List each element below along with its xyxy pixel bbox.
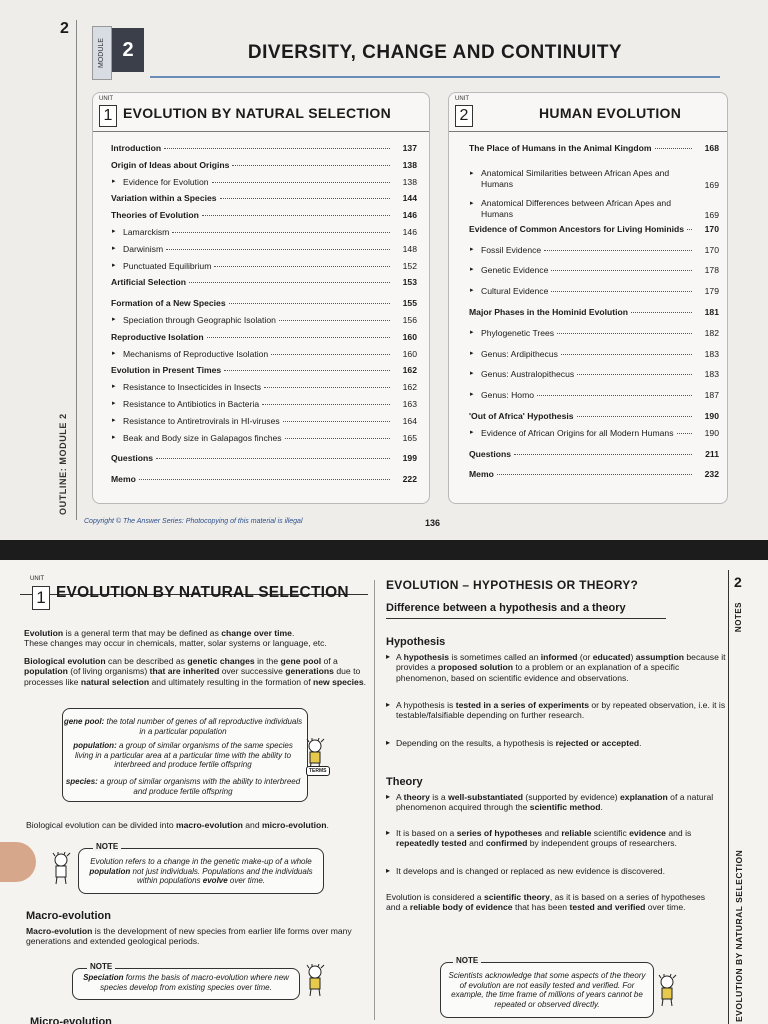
unit-2-header	[449, 93, 727, 132]
page-number-footer: 136	[425, 518, 441, 528]
copyright-notice: Copyright © The Answer Series: Photocopying of this material is illegal	[84, 518, 303, 525]
definition-gene-pool: gene pool: the total number of genes of all reproductive individuals in a particular population	[63, 717, 303, 736]
unit-1-contents	[92, 92, 430, 504]
toc-entry[interactable]: ▸ Cultural Evidence 179	[469, 286, 719, 303]
toc-entry[interactable]: Questions 199	[111, 453, 417, 464]
toc-entry[interactable]: ▸ Resistance to Antibiotics in Bacteria 163	[111, 399, 417, 416]
note-label: NOTE	[453, 956, 481, 965]
hypothesis-heading: Hypothesis	[386, 636, 446, 648]
mascot-note-icon	[48, 852, 74, 886]
macro-evolution-text: Macro-evolution is the development of new species from earlier life forms over many generations and extended geological periods.	[26, 926, 352, 947]
toc-entry[interactable]: ▸ Resistance to Antiretrovirals in HI-viruses 164	[111, 416, 417, 433]
hypothesis-bullet: ▸ A hypothesis is sometimes called an informed (or educated) assumption because it provides a proposed solution to a problem or an explanation of a specific phenomenon, based on scientific evidence and observations.	[386, 652, 730, 683]
unit-number: 1	[99, 105, 117, 127]
definition-population: population: a group of similar organisms of the same species living in a particular area at a particular time with the ability to interbreed and produce fertile offspring	[73, 741, 293, 770]
theory-bullet: ▸ It develops and is changed or replaced as new evidence is discovered.	[386, 866, 730, 876]
macro-evolution-heading: Macro-evolution	[26, 910, 111, 922]
mascot-note-icon	[654, 974, 680, 1008]
toc-entry[interactable]: Introduction 137	[111, 143, 417, 153]
toc-entry[interactable]: Evidence of Common Ancestors for Living Hominids 170	[469, 223, 719, 234]
side-notes-label: NOTES	[734, 602, 743, 633]
bio-evolution-paragraph: Biological evolution can be described as genetic changes in the gene pool of a population (of living organisms) that are inherited over successive generations due to processes like natural selection and ultimately resulting in the formation of new species.	[24, 656, 367, 687]
toc-entry[interactable]: Memo 222	[111, 474, 417, 485]
toc-entry[interactable]: Artificial Selection 153	[111, 277, 417, 288]
unit-number: 2	[455, 105, 473, 127]
toc-entry[interactable]: Major Phases in the Hominid Evolution 181	[469, 306, 719, 317]
unit-label: UNIT	[30, 576, 44, 582]
toc-list	[111, 143, 417, 491]
module-title: DIVERSITY, CHANGE AND CONTINUITY	[150, 36, 720, 78]
note-text: Scientists acknowledge that some aspects of the theory of evolution are not easily tested and verified. For example, the time frame of millions of years cannot be repeated or observed directly.	[448, 971, 646, 1009]
macro-micro-intro: Biological evolution can be divided into macro-evolution and micro-evolution.	[26, 820, 329, 830]
toc-entry[interactable]: ▸ Resistance to Insecticides in Insects 162	[111, 382, 417, 399]
toc-entry[interactable]: ▸ Beak and Body size in Galapagos finches 165	[111, 433, 417, 450]
terms-box	[62, 708, 308, 802]
toc-entry[interactable]: ▸ Speciation through Geographic Isolation 156	[111, 315, 417, 332]
toc-entry[interactable]: ▸ Mechanisms of Reproductive Isolation 160	[111, 349, 417, 366]
note-text: Evolution refers to a change in the genetic make-up of a whole population not just individuals. Populations and the individuals within populations evolve over time.	[89, 857, 313, 886]
column-divider	[374, 580, 375, 1020]
module-label: MODULE	[92, 26, 112, 80]
toc-entry[interactable]: Evolution in Present Times 162	[111, 365, 417, 376]
toc-entry[interactable]: The Place of Humans in the Animal Kingdom 168	[469, 143, 719, 153]
toc-entry[interactable]: ▸ Evidence of African Origins for all Modern Humans 190	[469, 428, 719, 445]
unit-title: EVOLUTION BY NATURAL SELECTION	[123, 105, 392, 121]
lesson-unit-header	[20, 560, 368, 607]
toc-entry[interactable]: ▸ Evidence for Evolution 138	[111, 177, 417, 194]
micro-evolution-heading: Micro-evolution	[30, 1016, 112, 1024]
toc-entry[interactable]: Theories of Evolution 146	[111, 210, 417, 221]
unit-label: UNIT	[99, 96, 113, 102]
evolution-theory-paragraph: Evolution is considered a scientific theory, as it is based on a series of hypotheses and a reliable body of evidence that has been tested and verified over time.	[386, 892, 706, 913]
side-unit-label: EVOLUTION BY NATURAL SELECTION	[734, 849, 744, 1022]
toc-entry[interactable]: ▸ Phylogenetic Trees 182	[469, 328, 719, 345]
note-label: NOTE	[87, 962, 115, 971]
toc-entry[interactable]: ▸ Anatomical Similarities between African Apes and Humans 169	[469, 160, 719, 190]
module-number: 2	[112, 28, 144, 72]
toc-entry[interactable]: ▸ Punctuated Equilibrium 152	[111, 261, 417, 278]
toc-entry[interactable]: ▸ Genus: Ardipithecus 183	[469, 349, 719, 366]
toc-entry[interactable]: Memo 232	[469, 469, 719, 480]
intro-paragraph: Evolution is a general term that may be defined as change over time. These changes may occur in chemicals, matter, solar systems or language, etc.	[24, 628, 327, 649]
terms-badge: TERMS	[306, 766, 330, 776]
theory-heading: Theory	[386, 776, 423, 788]
outline-side-label: OUTLINE: MODULE 2	[58, 413, 68, 515]
toc-entry[interactable]: Reproductive Isolation 160	[111, 331, 417, 342]
side-rule	[728, 570, 729, 1024]
toc-entry[interactable]: ▸ Genetic Evidence 178	[469, 265, 719, 282]
theory-bullet: ▸ A theory is a well-substantiated (supported by evidence) explanation of a natural phenomenon acquired through the scientific method.	[386, 792, 730, 813]
note-text: Speciation forms the basis of macro-evolution where new species develop from existing species over time.	[83, 973, 289, 992]
section-title: EVOLUTION – HYPOTHESIS OR THEORY?	[386, 578, 639, 592]
hypothesis-bullet: ▸ Depending on the results, a hypothesis is rejected or accepted.	[386, 738, 730, 748]
page-number: 2	[60, 20, 69, 37]
unit-number: 1	[32, 586, 50, 610]
unit-2-contents	[448, 92, 728, 504]
toc-entry[interactable]: Variation within a Species 144	[111, 193, 417, 204]
toc-entry[interactable]: Origin of Ideas about Origins 138	[111, 159, 417, 170]
toc-entry[interactable]: 'Out of Africa' Hypothesis 190	[469, 410, 719, 421]
theory-bullet: ▸ It is based on a series of hypotheses and reliable scientific evidence and is repeatedly tested and confirmed by independent groups of researchers.	[386, 828, 730, 849]
note-label: NOTE	[93, 842, 121, 851]
unit-label: UNIT	[455, 96, 469, 102]
toc-list	[469, 143, 719, 486]
hypothesis-bullet: ▸ A hypothesis is tested in a series of experiments or by repeated observation, i.e. it is testable/falsifiable depending on further research.	[386, 700, 730, 721]
mascot-note-icon	[302, 964, 328, 998]
toc-entry[interactable]: ▸ Genus: Australopithecus 183	[469, 369, 719, 386]
definition-species: species: a group of similar organisms with the ability to interbreed and produce fertile offspring	[65, 777, 301, 796]
note-box-evolution	[78, 842, 324, 894]
unit-title: EVOLUTION BY NATURAL SELECTION	[56, 584, 349, 601]
toc-entry[interactable]: ▸ Anatomical Differences between African Apes and Humans 169	[469, 190, 719, 220]
unit-title: HUMAN EVOLUTION	[539, 105, 682, 121]
toc-entry[interactable]: ▸ Lamarckism 146	[111, 227, 417, 244]
margin-rule	[76, 20, 77, 520]
toc-entry[interactable]: ▸ Darwinism 148	[111, 244, 417, 261]
side-module-number: 2	[734, 574, 742, 590]
finger-edge	[0, 842, 36, 882]
toc-entry[interactable]: ▸ Genus: Homo 187	[469, 390, 719, 407]
toc-entry[interactable]: ▸ Fossil Evidence 170	[469, 245, 719, 262]
unit-1-header	[93, 93, 429, 132]
toc-entry[interactable]: Formation of a New Species 155	[111, 298, 417, 309]
note-box-speciation	[72, 962, 300, 1000]
section-subtitle: Difference between a hypothesis and a theory	[386, 602, 666, 619]
toc-entry[interactable]: Questions 211	[469, 448, 719, 459]
note-box-scientists	[440, 956, 654, 1018]
